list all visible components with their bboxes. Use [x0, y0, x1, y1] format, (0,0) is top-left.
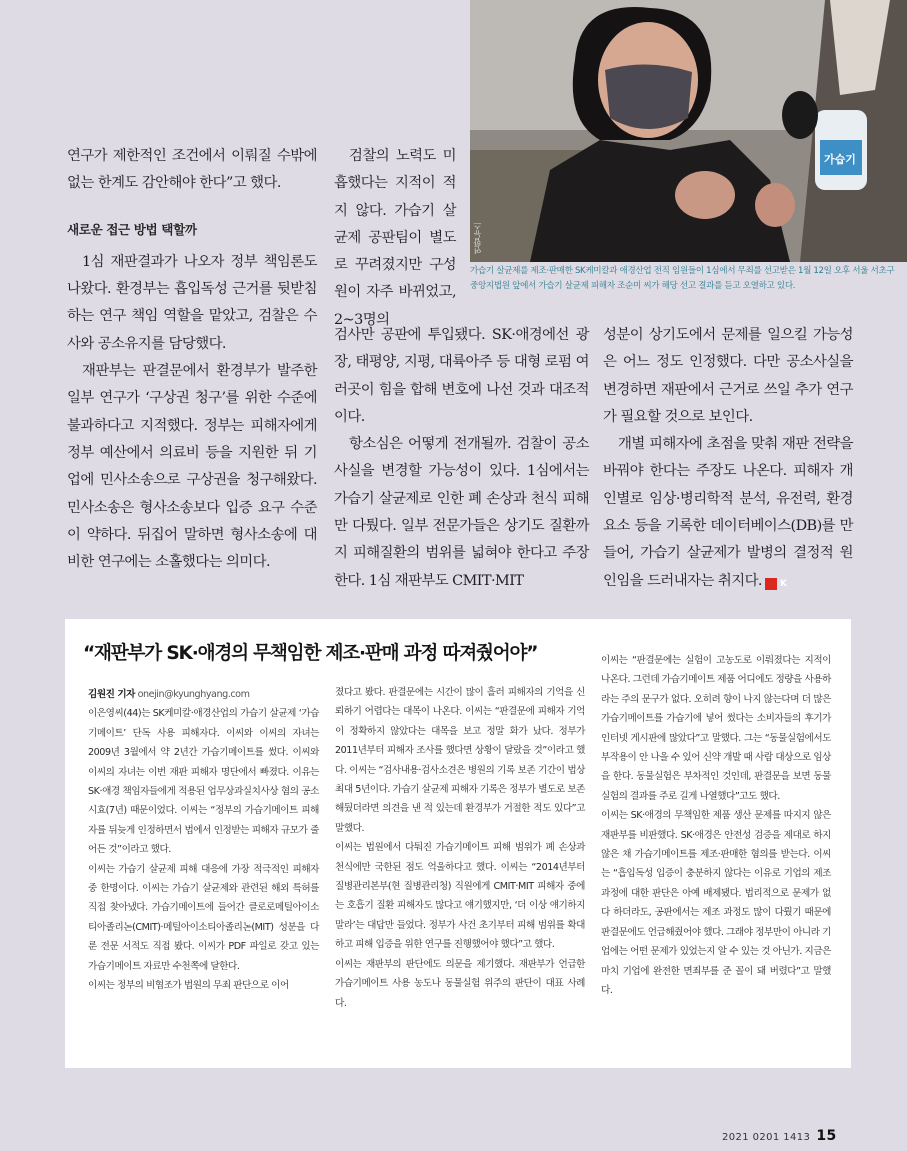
paragraph: 성분이 상기도에서 문제를 일으킬 가능성은 어느 정도 인정했다. 다만 공소사실을 변경하면 재판에서 근거로 쓰일 추가 연구가 필요할 것으로 보인다.: [603, 327, 853, 425]
byline-name: 김원진 기자: [88, 689, 135, 700]
paragraph: 이씨는 SK·애경의 무책임한 제품 생산 문제를 따지지 않은 재판부를 비판했다. SK·애경은 안전성 검증을 제대로 하지 않은 채 가습기메이트를 제조·판매한 혐의를 받는다. 이씨는 “흡입독성 입증이 충분하지 않다는 이유로 기업의 제조 과정에 대한 판단은 아예 배제됐다. 법리적으로 문제가 없다 하더라도, 공판에서는 제조 과정도 많이 다뤘기 때문에 판결문에도 언급해줬어야 했다. 그래야 정부만이 아니라 기업에는 어떤 문제가 있었는지 알 수 있는 것 아닌가. 지금은 마치 기업에 완전한 면죄부를 준 꼴이 돼 버렸다”고 말했다.: [601, 810, 831, 996]
article-column-middle: [334, 322, 589, 595]
paragraph: 항소심은 어떻게 전개될까. 검찰이 공소사실을 변경할 가능성이 있다. 1심에서는 가습기 살균제로 인한 폐 손상과 천식 피해만 다퉜다. 일부 전문가들은 상기도 질환까지 피해질환의 범위를 넓혀야 한다고 주장한다. 1심 재판부도 CMIT·MIT: [334, 436, 589, 589]
photo-credit: 연합뉴스: [473, 222, 482, 254]
news-photo: [470, 0, 907, 262]
paragraph: 이씨는 정부의 비협조가 법원의 무죄 판단으로 이어: [88, 980, 289, 992]
paragraph: 이씨는 가습기 살균제 피해 대응에 가장 적극적인 피해자 중 한명이다. 이씨는 가습기 살균제와 관련된 해외 특허를 직접 찾아냈다. 가습기메이트에 들어간 클로로메틸아이소티아졸리논(CMIT)·메틸아이소티아졸리논(MIT) 성분을 다룬 전문 서적도 직접 봤다. 이씨가 PDF 파일로 갖고 있는 가습기메이트 자료만 수천쪽에 달한다.: [88, 863, 319, 972]
byline: [88, 685, 319, 704]
paragraph: 이씨는 재판부의 판단에도 의문을 제기했다. 재판부가 언급한 가습기메이트 사용 농도나 동물실험 위주의 판단이 대표 사례다.: [335, 958, 585, 1009]
paragraph: 졌다고 봤다. 판결문에는 시간이 많이 흘러 피해자의 기억을 신뢰하기 어렵다는 대목이 나온다. 이씨는 “판결문에 피해자 기억이 정확하지 않았다는 대목을 보고 정말 화가 났다. 정부가 2011년부터 피해자 조사를 했다면 상황이 달랐을 것”이라고 했다. 이씨는 “검사내용·검사소견은 병원의 기록 보존 기간이 법상 최대 5년이다. 가습기 살균제 피해자 기록은 정부가 별도로 보존해뒀더라면 의견을 낸 적 있는데 환경부가 거절한 적도 있다”고 말했다.: [335, 687, 585, 834]
article-column-left: [67, 143, 317, 576]
paragraph: [603, 431, 853, 595]
paragraph: 검사만 공판에 투입됐다. SK·애경에선 광장, 태평양, 지평, 대륙아주 등 대형 로펌 여러곳이 힘을 합해 변호에 나선 것과 대조적이다.: [334, 327, 589, 425]
photo-illustration: [470, 0, 907, 262]
paragraph: 이씨는 법원에서 다퉈진 가습기메이트 피해 범위가 폐 손상과 천식에만 국한된 점도 억울하다고 했다. 이씨는 “2014년부터 질병관리본부(현 질병관리청) 직원에게 CMIT·MIT 피해자 중에는 호흡기 질환 피해자도 많다고 얘기했지만, ‘더 이상 얘기하지 말라’는 대답만 들었다. 정부가 사건 초기부터 피해 범위를 확대하고 피해 입증을 위한 연구를 진행했어야 했다”고 했다.: [335, 842, 585, 951]
interview-column-1: [88, 685, 319, 996]
byline-email: onejin@kyunghyang.com: [137, 689, 250, 700]
page-number: 15: [816, 1128, 837, 1144]
end-mark-icon: K: [765, 578, 777, 590]
paragraph: 이씨는 “판결문에는 실험이 고농도로 이뤄졌다는 지적이 나온다. 그런데 가습기메이트 제품 어디에도 정량을 사용하라는 주의 문구가 없다. 오히려 향이 나지 않는다며 더 많은 가습기메이트를 가습기에 넣어 썼다는 소비자들의 후기가 인터넷 게시판에 많았다”고 말했다. 그는 “동물실험에서도 부작용이 안 나올 수 있어 신약 개발 때 사람 대상으로 임상을 한다. 동물실험은 부차적인 것인데, 판결문을 보면 동물실험의 결과를 주로 길게 나열했다”고도 했다.: [601, 655, 831, 802]
paragraph: 검찰의 노력도 미흡했다는 지적이 적지 않다. 가습기 살균제 공판팀이 별도로 꾸려졌지만 구성원이 자주 바뀌었고, 2~3명의: [334, 148, 456, 328]
page-folio: [722, 1128, 837, 1144]
paragraph: 1심 재판결과가 나오자 정부 책임론도 나왔다. 환경부는 흡입독성 근거를 뒷받침하는 연구 책임 역할을 맡았고, 검찰은 수사와 공소유지를 담당했다.: [67, 253, 317, 352]
interview-column-2: [335, 683, 585, 1013]
interview-column-3: [601, 651, 831, 1000]
subheading: 새로운 접근 방법 택할까: [67, 221, 197, 237]
issue-number: 2021 0201 1413: [722, 1132, 811, 1143]
article-column-right: [603, 322, 853, 595]
paragraph: 이은영씨(44)는 SK케미칼·애경산업의 가습기 살균제 ‘가습기메이트’ 단독 사용 피해자다. 이씨와 이씨의 자녀는 2009년 3월에서 약 2년간 가습기메이트를 썼다. 이씨와 이씨의 자녀는 이번 재판 피해자 명단에서 빠졌다. 이유는 SK·애경 책임자들에게 적용된 업무상과실치사상 혐의 공소시효(7년) 때문이었다. 이씨는 “정부의 가습기메이트 피해자를 뒤늦게 인정하면서 법에서 인정받는 피해자 규모가 줄어든 것”이라고 했다.: [88, 708, 319, 856]
article-column-middle-top: [334, 143, 456, 334]
paragraph: 재판부는 판결문에서 환경부가 발주한 일부 연구가 ‘구상권 청구’를 위한 수준에 불과하다고 지적했다. 정부는 피해자에게 정부 예산에서 의료비 등을 지원한 뒤 기업에 민사소송으로 구상권을 청구해왔다. 민사소송은 형사소송보다 입증 요구 수준이 약하다. 뒤집어 말하면 형사소송에 대비한 연구에는 소홀했다는 의미다.: [67, 363, 317, 571]
bottle-label: 가습기: [824, 153, 856, 166]
interview-title: “재판부가 SK·애경의 무책임한 제조·판매 과정 따져줬어야”: [83, 643, 538, 664]
paragraph-text: 개별 피해자에 초점을 맞춰 재판 전략을 바꿔야 한다는 주장도 나온다. 피해자 개인별로 임상·병리학적 분석, 유전력, 환경 요소 등을 기록한 데이터베이스(DB)를 만들어, 가습기 살균제가 발병의 결정적 원인임을 드러내자는 취지다.: [603, 436, 853, 589]
photo-caption: 가습기 살균제를 제조·판매한 SK케미칼과 애경산업 전직 임원들이 1심에서 무죄를 선고받은 1월 12일 오후 서울 서초구 중앙지법원 앞에서 가습기 살균제 피해자 조순미 씨가 해당 선고 결과를 듣고 오열하고 있다.: [470, 266, 895, 291]
paragraph: 연구가 제한적인 조건에서 이뤄질 수밖에 없는 한계도 감안해야 한다”고 했다.: [67, 148, 317, 192]
interview-box: [65, 619, 851, 1068]
